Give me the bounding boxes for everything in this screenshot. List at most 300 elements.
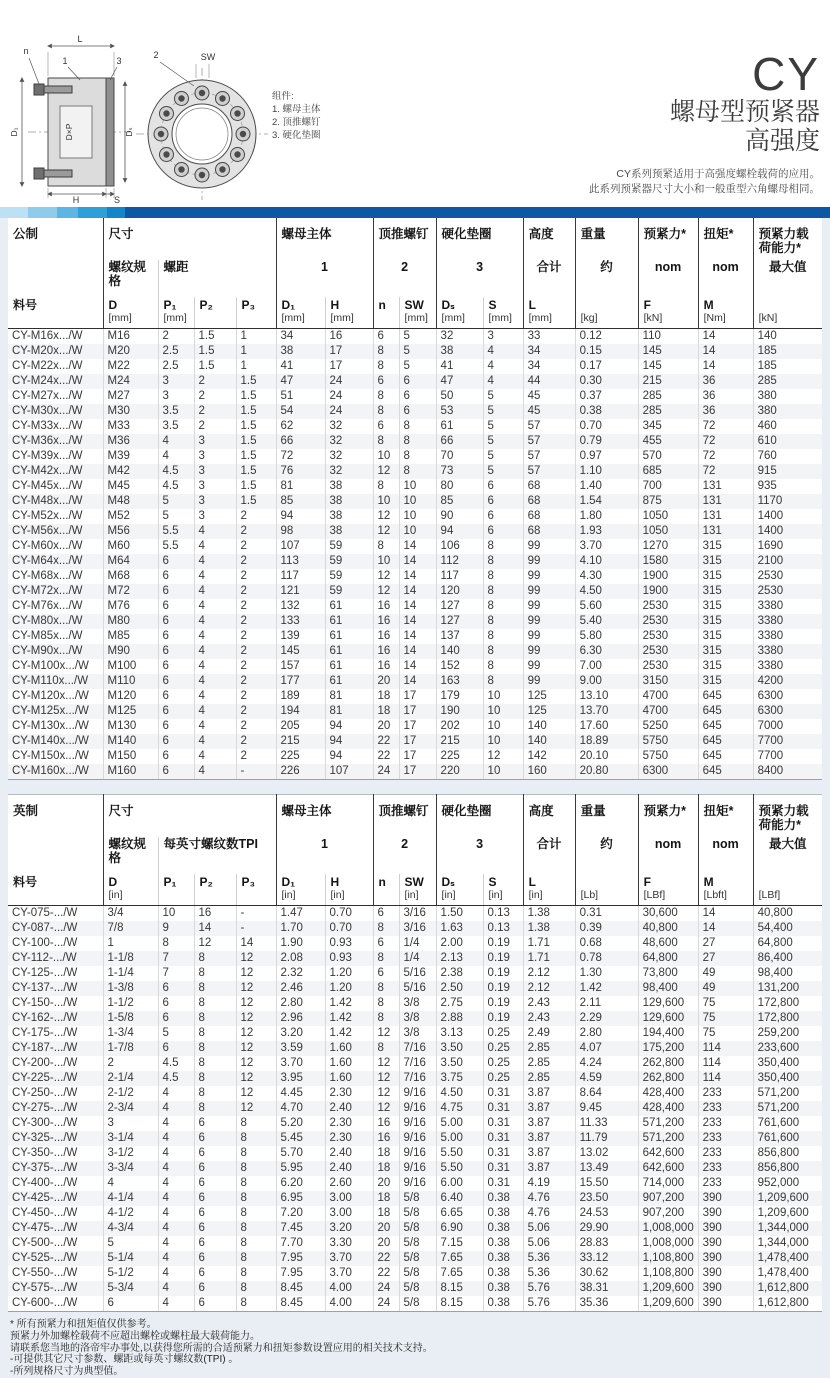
value-cell: 3.87 <box>523 1131 575 1146</box>
value-cell: 2.32 <box>276 966 325 981</box>
value-cell: 1.93 <box>575 524 638 539</box>
callout-3: 3 <box>116 56 122 66</box>
value-cell: 3 <box>194 449 236 464</box>
value-cell: 390 <box>698 1221 753 1236</box>
col-n: n <box>373 297 399 329</box>
value-cell: 4.5 <box>158 479 194 494</box>
value-cell: 8 <box>483 539 523 554</box>
value-cell: 5/16 <box>399 981 436 996</box>
value-cell: 5.95 <box>276 1161 325 1176</box>
value-cell: 85 <box>276 494 325 509</box>
value-cell: 4.07 <box>575 1041 638 1056</box>
symbol-header-row <box>8 297 822 329</box>
value-cell: 3.00 <box>325 1191 373 1206</box>
value-cell: 760 <box>757 450 777 462</box>
value-cell: 4-1/2 <box>103 1206 158 1221</box>
value-cell: 2.80 <box>276 996 325 1011</box>
value-cell: 2 <box>194 419 236 434</box>
value-cell: 5.00 <box>436 1116 483 1131</box>
part-number-cell: CY-M60x.../W <box>8 539 103 554</box>
value-cell: 1-3/8 <box>103 981 158 996</box>
value-cell: 125 <box>523 689 575 704</box>
value-cell: 12 <box>236 1011 276 1026</box>
value-cell: M130 <box>103 719 158 734</box>
col-S: S [in] <box>483 874 523 906</box>
value-cell: 1.5 <box>236 449 276 464</box>
value-cell: 4 <box>158 1221 194 1236</box>
value-cell: 4.5 <box>158 1056 194 1071</box>
value-cell: 29.90 <box>575 1221 638 1236</box>
dim-label-H: H <box>72 195 80 204</box>
value-cell: 61 <box>325 629 373 644</box>
value-cell: 7.45 <box>276 1221 325 1236</box>
value-cell: 177 <box>276 674 325 689</box>
value-cell: 62 <box>276 419 325 434</box>
value-cell: 1.60 <box>325 1041 373 1056</box>
col-group-size: 尺寸 <box>103 795 276 838</box>
value-cell: 4.00 <box>325 1296 373 1312</box>
col-D1: D₁ [mm] <box>276 297 325 329</box>
value-cell: 194 <box>276 704 325 719</box>
jack-bolt-center-icon <box>219 166 225 172</box>
part-number-cell: CY-M76x.../W <box>8 599 103 614</box>
value-cell: 350,400 <box>757 1072 800 1084</box>
description-line: CY系列预紧适用于高强度螺栓载荷的应用。 <box>616 168 820 180</box>
value-cell: 6 <box>194 1146 236 1161</box>
value-cell: 12 <box>194 936 236 951</box>
subhead-part-3: 3 <box>436 260 523 297</box>
value-cell: 345 <box>638 419 698 434</box>
value-cell: 44 <box>523 374 575 389</box>
dim-label-SW: SW <box>200 52 216 62</box>
value-cell: 10 <box>158 906 194 922</box>
value-cell: 571,200 <box>638 1131 698 1146</box>
value-cell: 8 <box>373 951 399 966</box>
value-cell: 34 <box>523 344 575 359</box>
value-cell: 1.20 <box>325 981 373 996</box>
value-cell: 2 <box>236 704 276 719</box>
value-cell: 20 <box>373 1176 399 1191</box>
value-cell: 6.00 <box>436 1176 483 1191</box>
table-row <box>8 1056 822 1071</box>
value-cell: 3.87 <box>523 1146 575 1161</box>
value-cell: 2 <box>236 644 276 659</box>
value-cell: 6 <box>158 996 194 1011</box>
metric-table-body <box>8 329 822 780</box>
value-cell: 18 <box>373 1146 399 1161</box>
value-cell: 1.5 <box>194 359 236 374</box>
table-row <box>8 936 822 951</box>
value-cell: 1.60 <box>325 1071 373 1086</box>
value-cell: 5/16 <box>399 966 436 981</box>
value-cell: 1400 <box>757 510 784 522</box>
value-cell: 315 <box>698 674 753 689</box>
value-cell: 5-3/4 <box>103 1281 158 1296</box>
value-cell: 6 <box>158 659 194 674</box>
value-cell: 4 <box>194 689 236 704</box>
value-cell: 1-3/4 <box>103 1026 158 1041</box>
value-cell: 145 <box>638 344 698 359</box>
part-number-cell: CY-575-.../W <box>8 1281 103 1296</box>
value-cell: 8 <box>236 1206 276 1221</box>
value-cell: 5 <box>483 389 523 404</box>
value-cell: 570 <box>638 449 698 464</box>
table-row <box>8 1131 822 1146</box>
subhead-approx: 约 <box>575 837 638 874</box>
value-cell: 4.24 <box>575 1056 638 1071</box>
value-cell: 3150 <box>638 674 698 689</box>
value-cell: 15.50 <box>575 1176 638 1191</box>
part-number-cell: CY-525-.../W <box>8 1251 103 1266</box>
value-cell: 5 <box>158 494 194 509</box>
value-cell: 1,209,600 <box>638 1296 698 1312</box>
value-cell: 1.80 <box>575 509 638 524</box>
part-number-cell: CY-M16x.../W <box>8 329 103 345</box>
value-cell: M85 <box>103 629 158 644</box>
product-strength-label: 高强度 <box>744 127 820 155</box>
value-cell: 20 <box>373 719 399 734</box>
value-cell: 8 <box>236 1131 276 1146</box>
value-cell: 0.19 <box>483 1011 523 1026</box>
table-row <box>8 1026 822 1041</box>
value-cell: M20 <box>103 344 158 359</box>
value-cell: M100 <box>103 659 158 674</box>
value-cell: 5.40 <box>575 614 638 629</box>
value-cell: 6 <box>103 1296 158 1312</box>
table-row <box>8 1086 822 1101</box>
value-cell: 3.75 <box>436 1071 483 1086</box>
value-cell: 4.5 <box>158 1071 194 1086</box>
value-cell: 13.70 <box>575 704 638 719</box>
value-cell: 16 <box>194 906 236 922</box>
value-cell: 14 <box>698 329 753 345</box>
table-row <box>8 1191 822 1206</box>
value-cell: 8 <box>194 1026 236 1041</box>
value-cell: 8 <box>236 1221 276 1236</box>
value-cell: 4 <box>194 674 236 689</box>
col-P1: P₁ [mm] <box>158 297 194 329</box>
value-cell: 28.83 <box>575 1236 638 1251</box>
value-cell: 140 <box>436 644 483 659</box>
value-cell: 4 <box>158 1131 194 1146</box>
value-cell: 6 <box>483 479 523 494</box>
col-Ds: Dₛ [in] <box>436 874 483 906</box>
value-cell: 5 <box>399 359 436 374</box>
value-cell: 2.40 <box>325 1146 373 1161</box>
value-cell: 17 <box>325 359 373 374</box>
value-cell: 22 <box>373 1251 399 1266</box>
value-cell: 5/8 <box>399 1236 436 1251</box>
value-cell: 3.50 <box>436 1056 483 1071</box>
value-cell: 233 <box>698 1176 753 1191</box>
part-number-cell: CY-M72x.../W <box>8 584 103 599</box>
value-cell: 131 <box>698 479 753 494</box>
value-cell: 3/8 <box>399 996 436 1011</box>
value-cell: 12 <box>373 1086 399 1101</box>
value-cell: 0.31 <box>483 1161 523 1176</box>
value-cell: 5 <box>399 344 436 359</box>
value-cell: 1900 <box>638 569 698 584</box>
value-cell: 4.10 <box>575 554 638 569</box>
value-cell: 2530 <box>638 614 698 629</box>
value-cell: 6.65 <box>436 1206 483 1221</box>
table-row <box>8 494 822 509</box>
value-cell: 10 <box>399 479 436 494</box>
value-cell: 107 <box>325 764 373 780</box>
part-number-cell: CY-125-.../W <box>8 966 103 981</box>
value-cell: 163 <box>436 674 483 689</box>
value-cell: 6 <box>158 1041 194 1056</box>
value-cell: 0.25 <box>483 1071 523 1086</box>
value-cell: 8 <box>194 996 236 1011</box>
value-cell: 18 <box>373 1191 399 1206</box>
value-cell: 20 <box>373 1236 399 1251</box>
part-number-cell: CY-M85x.../W <box>8 629 103 644</box>
value-cell: 133 <box>276 614 325 629</box>
value-cell: 571,200 <box>757 1087 800 1099</box>
jack-bolt-center-icon <box>219 95 225 101</box>
value-cell: 6 <box>194 1176 236 1191</box>
value-cell: 0.38 <box>575 404 638 419</box>
table-row <box>8 1251 822 1266</box>
table-row <box>8 584 822 599</box>
value-cell: 5.50 <box>436 1161 483 1176</box>
jack-bolt-center-icon <box>234 151 240 157</box>
value-cell: 59 <box>325 569 373 584</box>
value-cell: M125 <box>103 704 158 719</box>
table-row <box>8 1116 822 1131</box>
part-number-cell: CY-M56x.../W <box>8 524 103 539</box>
value-cell: 1,008,000 <box>638 1236 698 1251</box>
value-cell: 172,800 <box>757 1012 800 1024</box>
value-cell: 4 <box>158 434 194 449</box>
value-cell: 2.29 <box>575 1011 638 1026</box>
value-cell: 233,600 <box>757 1042 800 1054</box>
value-cell: 6 <box>194 1131 236 1146</box>
footnote-line: * 所有预紧力和扭矩值仅供参考。 <box>10 1319 157 1330</box>
value-cell: 24 <box>325 374 373 389</box>
value-cell: 5.70 <box>276 1146 325 1161</box>
value-cell: 121 <box>276 584 325 599</box>
value-cell: 18 <box>373 689 399 704</box>
value-cell: 4700 <box>638 704 698 719</box>
value-cell: 2 <box>236 719 276 734</box>
col-group-preload: 预紧力* <box>638 795 698 838</box>
value-cell: 6 <box>194 1281 236 1296</box>
value-cell: 0.38 <box>483 1266 523 1281</box>
value-cell: 1,209,600 <box>757 1207 809 1219</box>
value-cell: 10 <box>373 554 399 569</box>
value-cell: 2.40 <box>325 1101 373 1116</box>
subhead-approx: 约 <box>575 260 638 297</box>
value-cell: 0.30 <box>575 374 638 389</box>
value-cell: 1.63 <box>436 921 483 936</box>
col-P3: P₃ <box>236 297 276 329</box>
value-cell: 7.15 <box>436 1236 483 1251</box>
value-cell: 2.88 <box>436 1011 483 1026</box>
value-cell: 285 <box>638 389 698 404</box>
value-cell: 3/8 <box>399 1026 436 1041</box>
value-cell: 1,478,400 <box>757 1267 809 1279</box>
subhead-total: 合计 <box>523 260 575 297</box>
value-cell: 0.31 <box>483 1176 523 1191</box>
table-row <box>8 1101 822 1116</box>
value-cell: 645 <box>698 719 753 734</box>
value-cell: 80 <box>436 479 483 494</box>
value-cell: 7.70 <box>276 1236 325 1251</box>
value-cell: 16 <box>373 644 399 659</box>
value-cell: 3.87 <box>523 1086 575 1101</box>
value-cell: 24.53 <box>575 1206 638 1221</box>
value-cell: 49 <box>698 981 753 996</box>
value-cell: 0.31 <box>483 1131 523 1146</box>
value-cell: 2.85 <box>523 1041 575 1056</box>
value-cell: 40,800 <box>638 921 698 936</box>
value-cell: 32 <box>436 329 483 345</box>
part-number-cell: CY-M140x.../W <box>8 734 103 749</box>
value-cell: 17 <box>399 719 436 734</box>
jack-bolt-center-icon <box>178 166 184 172</box>
part-number-cell: CY-M64x.../W <box>8 554 103 569</box>
table-row <box>8 449 822 464</box>
component-legend-title: 组件: <box>272 91 294 102</box>
value-cell: 1.42 <box>325 996 373 1011</box>
value-cell: 9.00 <box>575 674 638 689</box>
value-cell: 428,400 <box>638 1101 698 1116</box>
value-cell: 1050 <box>638 524 698 539</box>
value-cell: 131 <box>698 509 753 524</box>
value-cell: 66 <box>276 434 325 449</box>
value-cell: 11.33 <box>575 1116 638 1131</box>
table-row <box>8 479 822 494</box>
value-cell: 33 <box>523 329 575 345</box>
value-cell: 2 <box>236 509 276 524</box>
value-cell: 350,400 <box>757 1057 800 1069</box>
value-cell: 14 <box>399 539 436 554</box>
value-cell: 32 <box>325 434 373 449</box>
value-cell: 6 <box>158 629 194 644</box>
value-cell: 98 <box>276 524 325 539</box>
value-cell: 2.13 <box>436 951 483 966</box>
part-number-cell: CY-M33x.../W <box>8 419 103 434</box>
value-cell: 4 <box>158 1086 194 1101</box>
value-cell: 952,000 <box>757 1177 800 1189</box>
value-cell: - <box>236 906 276 922</box>
value-cell: 0.31 <box>483 1146 523 1161</box>
table-row <box>8 1221 822 1236</box>
subhead-part-1: 1 <box>276 260 373 297</box>
value-cell: 2.49 <box>523 1026 575 1041</box>
value-cell: 645 <box>698 734 753 749</box>
value-cell: 4.5 <box>158 464 194 479</box>
value-cell: 4 <box>194 764 236 780</box>
value-cell: 6 <box>158 764 194 780</box>
value-cell: 5750 <box>638 749 698 764</box>
value-cell: 4.45 <box>276 1086 325 1101</box>
value-cell: 3.5 <box>158 404 194 419</box>
value-cell: 1.70 <box>276 921 325 936</box>
value-cell: 53 <box>436 404 483 419</box>
col-D1: D₁ [in] <box>276 874 325 906</box>
value-cell: 225 <box>436 749 483 764</box>
value-cell: 8 <box>236 1161 276 1176</box>
value-cell: 4 <box>483 374 523 389</box>
value-cell: 2 <box>236 554 276 569</box>
value-cell: 1.5 <box>194 344 236 359</box>
value-cell: 5250 <box>638 719 698 734</box>
value-cell: 2 <box>236 614 276 629</box>
value-cell: 2530 <box>757 570 784 582</box>
value-cell: 233 <box>698 1086 753 1101</box>
col-part-number: 料号 <box>8 297 103 329</box>
value-cell: 17.60 <box>575 719 638 734</box>
value-cell: 0.15 <box>575 344 638 359</box>
value-cell: 1.38 <box>523 921 575 936</box>
value-cell: 16 <box>373 629 399 644</box>
value-cell: 75 <box>698 1026 753 1041</box>
table-row <box>8 1281 822 1296</box>
value-cell: 1.5 <box>236 404 276 419</box>
value-cell: 61 <box>325 644 373 659</box>
description-line: 此系列预紧器尺寸大小和一般重型六角螺母相同。 <box>589 183 820 195</box>
value-cell: 4 <box>194 659 236 674</box>
value-cell: 17 <box>399 749 436 764</box>
value-cell: 1580 <box>638 554 698 569</box>
col-D: D [mm] <box>103 297 158 329</box>
value-cell: 10 <box>399 524 436 539</box>
jack-bolt-center-icon <box>178 95 184 101</box>
value-cell: 8 <box>373 359 399 374</box>
value-cell: 3.87 <box>523 1101 575 1116</box>
value-cell: 0.38 <box>483 1251 523 1266</box>
value-cell: 72 <box>698 434 753 449</box>
value-cell: 4 <box>194 524 236 539</box>
value-cell: 4.76 <box>523 1191 575 1206</box>
value-cell: 9/16 <box>399 1176 436 1191</box>
value-cell: 233 <box>698 1131 753 1146</box>
col-group-torque: 扭矩* <box>698 795 753 838</box>
value-cell: 6 <box>194 1296 236 1312</box>
value-cell: 59 <box>325 584 373 599</box>
value-cell: 40,800 <box>757 907 793 919</box>
value-cell: 107 <box>276 539 325 554</box>
part-number-cell: CY-M42x.../W <box>8 464 103 479</box>
col-D: D [in] <box>103 874 158 906</box>
col-P2: P₂ <box>194 874 236 906</box>
accent-bar <box>0 207 830 218</box>
value-cell: 5.06 <box>523 1236 575 1251</box>
value-cell: 2.30 <box>325 1131 373 1146</box>
value-cell: 8 <box>483 614 523 629</box>
value-cell: 2 <box>236 629 276 644</box>
col-capacity: [LBf] <box>753 874 822 906</box>
dim-label-L: L <box>77 34 83 44</box>
value-cell: 94 <box>276 509 325 524</box>
value-cell: 1.10 <box>575 464 638 479</box>
value-cell: 10 <box>483 704 523 719</box>
value-cell: 194,400 <box>638 1026 698 1041</box>
value-cell: 14 <box>399 644 436 659</box>
value-cell: M48 <box>103 494 158 509</box>
value-cell: M150 <box>103 749 158 764</box>
col-part-number: 料号 <box>8 874 103 906</box>
value-cell: 14 <box>698 921 753 936</box>
col-weight: [kg] <box>575 297 638 329</box>
value-cell: 112 <box>436 554 483 569</box>
value-cell: 61 <box>325 659 373 674</box>
part-number-cell: CY-M24x.../W <box>8 374 103 389</box>
dim-label-D1: D₁ <box>9 127 19 137</box>
